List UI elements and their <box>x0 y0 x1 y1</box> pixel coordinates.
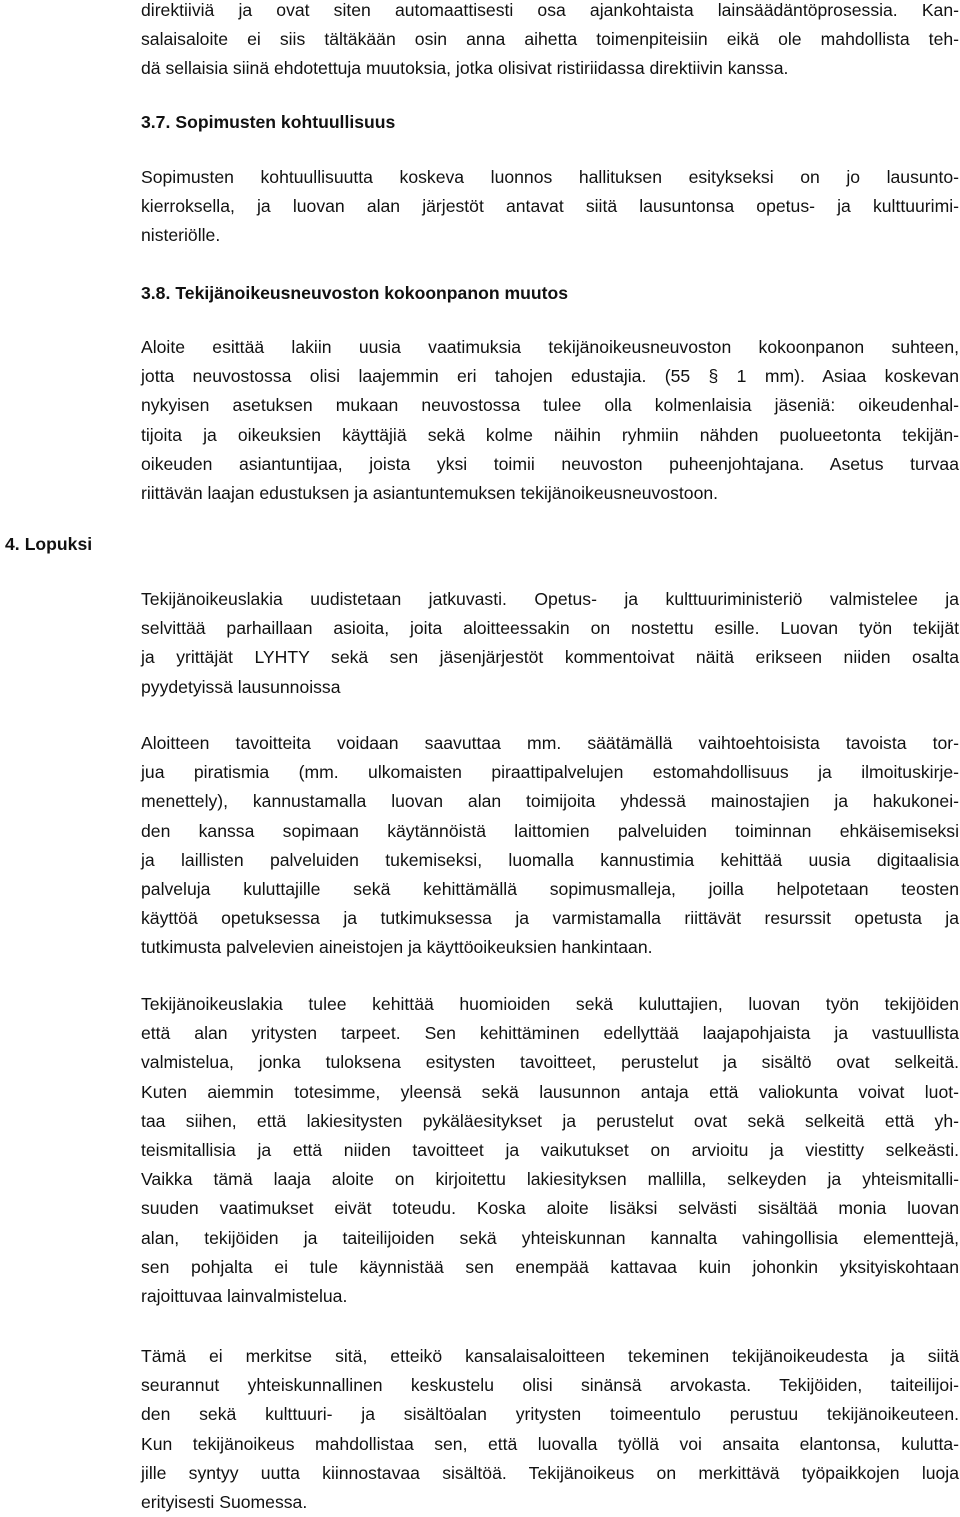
text-line: Sopimusten kohtuullisuutta koskeva luonnos hallituksen esitykseksi on jo lausunto- <box>141 167 959 187</box>
text-line: teismitallisia ja että niiden tavoitteet ja vaikutukset on arvioitu ja viestitty selkeästi. <box>141 1139 959 1160</box>
text-line: selvittää parhaillaan asioita, joita aloitteessakin on nostettu esille. Luovan työn tekijät <box>141 618 959 639</box>
text-line: riittävän laajan edustuksen ja asiantuntemuksen tekijänoikeusneuvostoon. <box>141 482 719 503</box>
text-line: tutkimusta palvelevien aineistojen ja käyttöoikeuksien hankintaan. <box>141 937 653 958</box>
text-line: käyttöä opetuksessa ja tutkimuksessa ja varmistamalla riittävät resurssit opetusta ja <box>141 908 959 929</box>
text-line: alan, tekijöiden ja taiteilijoiden sekä yhteiskunnan kannalta vahingollisia elementtejä, <box>141 1227 959 1248</box>
section-title: Sopimusten kohtuullisuus <box>175 112 396 132</box>
text-line: salaisaloite ei siis tältäkään osin anna aihetta toimenpiteisiin eikä ole mahdollista teh- <box>141 29 959 50</box>
text-line: ja yrittäjät LYHTY sekä sen jäsenjärjestöt kommentoivat näitä erikseen niiden osalta <box>141 647 959 668</box>
text-line: kierroksella, ja luovan alan järjestöt antavat siitä lausuntonsa opetus- ja kulttuurimi- <box>141 196 959 217</box>
paragraph-4-4 <box>141 1342 959 1517</box>
text-line: jua piratismia (mm. ulkomaisten piraattipalvelujen estomahdollisuus ja ilmoituskirje- <box>141 762 959 783</box>
text-line: tijoita ja oikeuksien käyttäjiä sekä kolme näihin ryhmiin nähden puolueetonta tekijän- <box>141 424 959 445</box>
text-line: den kanssa sopimaan käytännöistä laittomien palveluiden toiminnan ehkäisemiseksi <box>141 820 959 841</box>
intro-paragraph <box>141 0 959 84</box>
paragraph-4-3 <box>141 990 959 1311</box>
section-heading-4 <box>5 532 92 556</box>
paragraph-3-8 <box>141 333 959 508</box>
text-line: Tekijänoikeuslakia tulee kehittää huomioiden sekä kuluttajien, luovan työn tekijöiden <box>141 994 959 1014</box>
text-line: Kun tekijänoikeus mahdollistaa sen, että luovalla työllä voi ansaita elantonsa, kulutta- <box>141 1433 959 1454</box>
text-line: nisteriölle. <box>141 225 221 246</box>
text-line: Vaikka tämä laaja aloite on kirjoitettu lakiesityksen mallilla, selkeyden ja yhteismitalli- <box>141 1169 959 1190</box>
text-line: ja laillisten palveluiden tukemiseksi, luomalla kannustimia kehittää uusia digitaalisia <box>141 849 959 870</box>
text-line: dä sellaisia siinä ehdotettuja muutoksia, jotka olisivat ristiriidassa direktiivin kanssa. <box>141 58 789 79</box>
text-line: oikeuden asiantuntijaa, joista yksi toimii neuvoston puheenjohtajana. Asetus turvaa <box>141 453 959 474</box>
text-line: direktiiviä ja ovat siten automaattisesti osa ajankohtaista lainsäädäntöprosessia. Kan- <box>141 0 959 20</box>
section-heading-3-8 <box>141 281 568 305</box>
section-number: 3.7. <box>141 112 171 132</box>
paragraph-4-2 <box>141 729 959 963</box>
text-line: Aloite esittää lakiin uusia vaatimuksia tekijänoikeusneuvoston kokoonpanon suhteen, <box>141 337 959 357</box>
section-heading-3-7 <box>141 110 395 134</box>
text-line: taa siihen, että lakiesitysten pykäläesitykset ja perustelut ovat sekä selkeitä että yh- <box>141 1110 959 1131</box>
text-line: suuden vaatimukset eivät toteudu. Koska aloite lisäksi selvästi sisältää monia luovan <box>141 1198 959 1219</box>
section-number: 4. <box>5 534 20 554</box>
section-title: Lopuksi <box>24 534 93 554</box>
text-line: nykyisen asetuksen mukaan neuvostossa tulee olla kolmenlaisia jäseniä: oikeudenhal- <box>141 395 959 416</box>
section-title: Tekijänoikeusneuvoston kokoonpanon muutos <box>175 283 568 303</box>
text-line: jotta neuvostossa olisi laajemmin eri tahojen edustajia. (55 § 1 mm). Asiaa koskevan <box>141 366 959 387</box>
text-line: Aloitteen tavoitteita voidaan saavuttaa mm. säätämällä vaihtoehtoisista tavoista tor- <box>141 733 959 753</box>
text-line: Kuten aiemmin totesimme, yleensä sekä lausunnon antaja että valiokunta voivat luot- <box>141 1081 959 1102</box>
section-number: 3.8. <box>141 283 171 303</box>
text-line: rajoittuvaa lainvalmistelua. <box>141 1285 348 1306</box>
text-line: palveluja kuluttajille sekä kehittämällä sopimusmalleja, joilla helpotetaan teosten <box>141 878 959 899</box>
text-line: jille syntyy uutta kiinnostavaa sisältöä. Tekijänoikeus on merkittävä työpaikkojen luoja <box>141 1462 959 1483</box>
text-line: valmistelua, jonka tuloksena esitysten tavoitteet, perustelut ja sisältö ovat selkeitä. <box>141 1052 959 1073</box>
text-line: Tekijänoikeuslakia uudistetaan jatkuvasti. Opetus- ja kulttuuriministeriö valmistelee ja <box>141 589 959 609</box>
paragraph-4-1 <box>141 585 959 702</box>
paragraph-3-7 <box>141 163 959 251</box>
text-line: sen pohjalta ei tule käynnistää sen enempää kattavaa kuin johonkin yksityiskohtaan <box>141 1256 959 1277</box>
text-line: Tämä ei merkitse sitä, etteikö kansalaisaloitteen tekeminen tekijänoikeudesta ja siitä <box>141 1346 959 1366</box>
text-line: seurannut yhteiskunnallinen keskustelu olisi sinänsä arvokasta. Tekijöiden, taiteilijoi- <box>141 1375 959 1396</box>
text-line: menettely), kannustamalla luovan alan toimijoita yhdessä mainostajien ja hakukonei- <box>141 791 959 812</box>
text-line: den sekä kulttuuri- ja sisältöalan yritysten toimeentulo perustuu tekijänoikeuteen. <box>141 1404 959 1425</box>
text-line: että alan yritysten tarpeet. Sen kehittäminen edellyttää laajapohjaista ja vastuullista <box>141 1023 959 1044</box>
text-line: erityisesti Suomessa. <box>141 1491 308 1512</box>
text-line: pyydetyissä lausunnoissa <box>141 676 341 697</box>
